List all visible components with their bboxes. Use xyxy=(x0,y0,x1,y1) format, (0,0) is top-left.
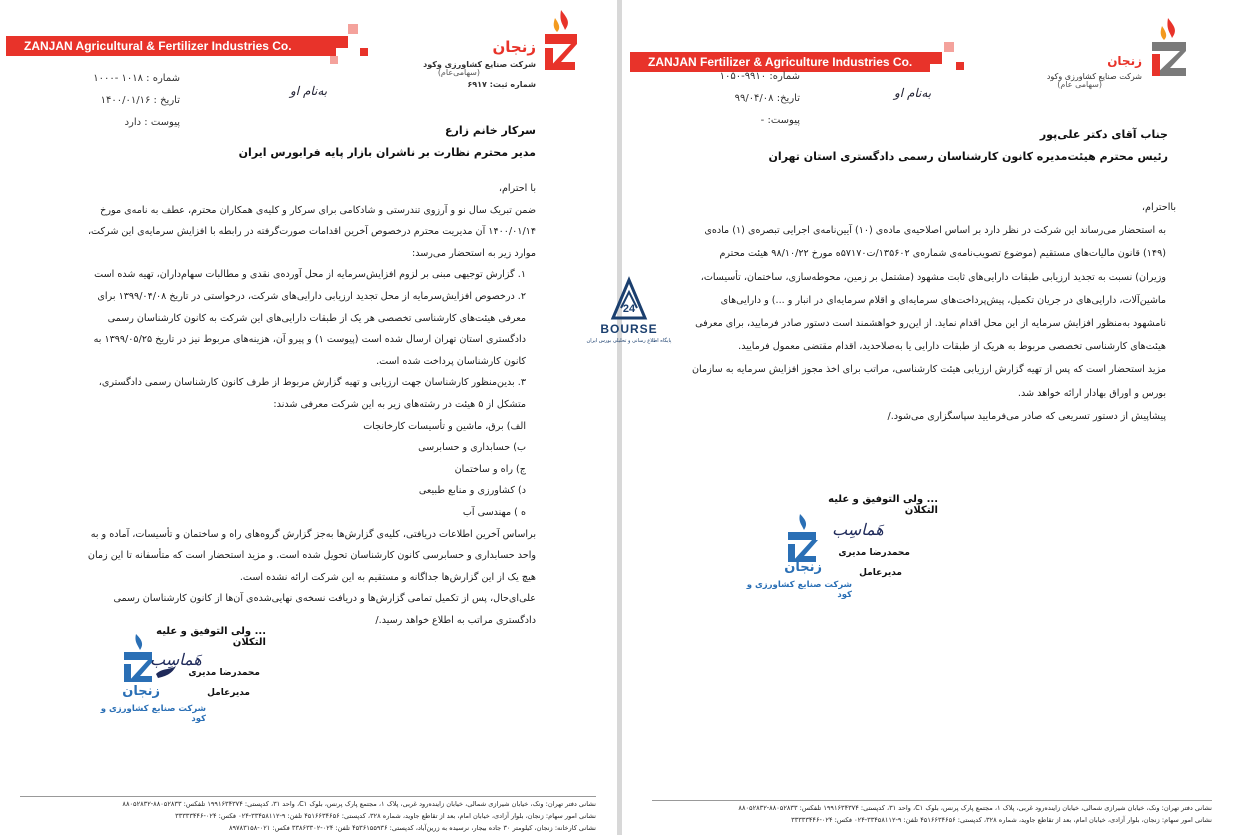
company-name-fa: شرکت صنایع کشاورزی وکود xyxy=(423,60,536,69)
letter-body xyxy=(688,196,1176,428)
footer-line: نشانی امور سهام: زنجان، بلوار آزادی، خیابان امام، بعد از تقاطع جاوید، شماره ۳۲۸، کدپستی: ۴۵۱۶۶۳۴۶۵۶ تلفن: ۹-۳۳۴۵۸۱۱۲-۰۲۴ فکس: ۰۲۴-۳۳۳۳۳۴۴۶ xyxy=(175,812,596,820)
paragraph: به استحضار می‌رساند این شرکت در نظر دارد بر اساس اصلاحیه‌ی ماده‌ی (۱۰) آیین‌نامه‌ی اجرایی تبصره‌ی (۱) ماده‌ی (۱۴۹) قانون مالیات‌های مستقیم (موضوع تصویب‌نامه‌ی شماره‌ی ۱۳۵۶۰۲/ت۵۷۱۷۰ه مورخ ۹۸/۱۰/۲۲ هیئت محترم وزیران) نسبت به تجدید ارزیابی طبقات دارایی‌های ثابت مشهود (مشتمل بر زمین، محوطه‌سازی، ساختمان، تأسیسات، ماشین‌آلات، دارایی‌های در جریان تکمیل، پیش‌پرداخت‌های سرمایه‌ای و اقلام سرمایه‌ای در انبار و ...) و دارایی‌های نامشهود به‌منظور افزایش سرمایه از این محل اقدام نماید. از این‌رو خواهشمند است دستور صادر فرمایید، برای معرفی هیئت‌های کارشناسی تخصصی مربوط به هریک از طبقات دارایی یا به‌صلاحدید، اقدام مقتضی معمول فرمایید. xyxy=(695,225,1166,353)
paragraph-item-3: ۳. بدین‌منظور کارشناسان جهت ارزیابی و تهیه گزارش مربوط از طرف کانون کارشناسان رسمی دادگستری، متشکل از ۵ هیئت در رشته‌های زیر به این شرکت معرفی شدند: xyxy=(98,377,526,410)
invocation: به‌نام او xyxy=(290,84,328,98)
recipient-name: جناب آقای دکتر علی‌پور xyxy=(1039,128,1168,141)
company-name-en: ZANJAN Agricultural & Fertilizer Industries Co. xyxy=(24,39,292,53)
company-name-en: ZANJAN Fertilizer & Agriculture Industries Co. xyxy=(648,55,913,69)
bourse-subtitle: پایگاه اطلاع رسانی و تحلیلی بورس ایران xyxy=(586,338,672,344)
paragraph: پیشاپیش از دستور تسریعی که صادر می‌فرمایید سپاسگزاری می‌شود./ xyxy=(887,410,1166,422)
signature-icon: ھَماسِب xyxy=(832,520,884,539)
recipient-title: رئیس محترم هیئت‌مدیره کانون کارشناسان رسمی دادگستری استان تهران xyxy=(768,150,1168,163)
footer-divider xyxy=(20,796,596,797)
signature-icon: ھَماسِب xyxy=(150,650,202,669)
letter-date: تاریخ : ۱۴۰۰/۰۱/۱۶ xyxy=(100,95,180,106)
recipient-block xyxy=(662,124,1168,168)
letter-number: شماره : ۱۰۱۸ -۱۰۰۰ xyxy=(93,73,180,84)
list-item: ب) حسابداری و حسابرسی xyxy=(418,442,526,454)
paragraph: براساس آخرین اطلاعات دریافتی، کلیه‌ی گزارش‌ها به‌جز گزارش گروه‌های راه و ساختمان و تأسیسات، آماده و به واحد حسابداری و حسابرسی کانون کارشناسان تحویل شده است. و مزید استحضار است که متأسفانه تا این زمان هیچ یک از این گزارش‌ها جداگانه و مستقیم به این شرکت ارائه نشده است. xyxy=(87,528,536,583)
company-logo-icon xyxy=(541,8,581,78)
invocation: به‌نام او xyxy=(894,86,932,100)
recipient-name: سرکار خانم زارع xyxy=(445,124,536,137)
letter-number: شماره: ۹۹۱۰-۱۰۵۰ xyxy=(719,71,800,82)
list-item: د) کشاورزی و منابع طبیعی xyxy=(418,485,526,497)
paragraph-item-1: ۱. گزارش توجیهی مبنی بر لزوم افزایش‌سرمایه از محل آورده‌ی نقدی و مطالبات سهام‌داران، تهیه شده است xyxy=(94,269,526,281)
banner-pixel xyxy=(330,56,338,64)
footer-addresses xyxy=(20,798,596,834)
signatory-name: محمدرضا مدیری xyxy=(188,668,260,678)
signatory-title: مدیرعامل xyxy=(859,568,902,578)
footer-line: نشانی دفتر تهران: ونک، خیابان شیرازی شمالی، خیابان زاینده‌رود غربی، پلاک ۱، مجتمع پارک پرنس، بلوک C۱، واحد ۳۱، کدپستی: ۱۹۹۱۶۳۴۳۷۴ تلفکس: ۸۸۰۵۲۸۳۳-۸۸۰۵۲۸۳۲ xyxy=(122,800,596,808)
company-logo-icon xyxy=(1146,16,1192,82)
logo-text-fa: زنجان xyxy=(492,38,536,56)
salutation: با احترام، xyxy=(498,183,536,194)
footer-divider xyxy=(652,800,1212,801)
banner-pixel xyxy=(956,62,964,70)
recipient-block xyxy=(40,120,536,164)
list-item: ه ) مهندسی آب xyxy=(462,506,526,518)
letter-body xyxy=(78,178,536,631)
logo-text-fa: زنجان xyxy=(1107,54,1142,68)
registration-number: شماره ثبت: ۶۹۱۷ xyxy=(467,80,536,89)
footer-line: نشانی کارخانه: زنجان، کیلومتر ۳۰ جاده بیجار، نرسیده به زرین‌آباد، کدپستی: ۴۵۳۶۱۵۵۹۳۶ تلفن: ۰۲۴-۳۳۸۶۳۳۰۲ فکس: ۰۲۱-۸۹۷۸۳۱۵۸ xyxy=(228,824,596,832)
bourse-name: BOURSE xyxy=(600,322,658,336)
svg-text:24: 24 xyxy=(622,303,636,315)
signatory-title: مدیرعامل xyxy=(207,688,250,698)
paragraph: مزید استحضار است که پس از تهیه گزارش ارزیابی هیئت کارشناسی، مراتب برای اخذ مجوز افزایش سرمایه به سازمان بورس و اوراق بهادار ارائه خواهد شد. xyxy=(691,364,1166,399)
paragraph-item-2: ۲. درخصوص افزایش‌سرمایه از محل تجدید ارزیابی دارایی‌های شرکت، درخواستی در تاریخ ۱۳۹۹/۰۴/۰۸ برای معرفی هیئت‌های کارشناسی تخصصی هر یک از طبقات دارایی‌های این شرکت به کانون کارشناسان رسمی دادگستری استان تهران ارسال شده است (پیوست ۱) و پیرو آن، هزینه‌های مربوط نیز در تاریخ ۱۳۹۹/۰۵/۲۵ به کانون کارشناسان پرداخت شده است. xyxy=(93,290,526,367)
bourse-watermark xyxy=(585,276,673,346)
banner-pixel xyxy=(930,52,942,64)
stamp-company-name: شرکت صنایع کشاورزی و کود xyxy=(746,580,852,600)
list-item: ج) راه و ساختمان xyxy=(454,463,526,475)
paragraph: ضمن تبریک سال نو و آرزوی تندرستی و شادکامی برای سرکار و کلیه‌ی همکاران محترم، عطف به نامه‌ی مورخ ۱۴۰۰/۰۱/۱۴ آن مدیریت محترم درخصوص آخرین اقدامات صورت‌گرفته در رابطه با افزایش سرمایه‌ی این شرکت، موارد زیر به استحضار می‌رسد: xyxy=(87,204,536,259)
bourse-logo-icon xyxy=(609,276,649,322)
letter-attachment: پیوست : دارد xyxy=(124,117,180,128)
letter-meta xyxy=(690,66,800,132)
salutation: بااحترام، xyxy=(1141,202,1176,213)
company-name-fa: شرکت صنایع کشاورزی وکود xyxy=(1046,72,1142,81)
stamp-logo-text: زنجان xyxy=(122,684,160,699)
stamp-logo-text: زنجان xyxy=(784,560,822,575)
banner-pixel xyxy=(360,48,368,56)
company-type: (سهامی‌عام) xyxy=(437,68,480,77)
footer-line: نشانی امور سهام: زنجان، بلوار آزادی، خیابان امام، بعد از تقاطع جاوید، شماره ۳۲۸، کدپستی: ۴۵۱۶۶۳۴۶۵۶ تلفن: ۹-۳۳۴۵۸۱۱۲-۰۲۴ فکس: ۰۲۴-۳۳۳۳۳۴۴۶ xyxy=(791,816,1212,824)
stamp-company-name: شرکت صنایع کشاورزی و کود xyxy=(100,704,206,724)
banner-pixel xyxy=(336,36,348,48)
letter-right xyxy=(622,0,1233,835)
closing-phrase: ... ولی التوفیق و علیه التکلان xyxy=(156,626,266,648)
signatory-name: محمدرضا مدیری xyxy=(838,548,910,558)
footer-addresses xyxy=(652,802,1212,826)
banner-pixel xyxy=(348,24,358,34)
company-banner-en xyxy=(6,36,336,56)
company-type: (سهامی عام) xyxy=(1057,80,1102,89)
letter-attachment: پیوست: - xyxy=(760,115,800,126)
banner-pixel xyxy=(944,42,954,52)
letter-date: تاریخ: ۹۹/۰۴/۰۸ xyxy=(734,93,800,104)
recipient-title: مدیر محترم نظارت بر ناشران بازار پایه فرابورس ایران xyxy=(238,146,536,159)
list-item: الف) برق، ماشین و تأسیسات کارخانجات xyxy=(363,420,526,432)
paragraph: علی‌ای‌حال، پس از تکمیل تمامی گزارش‌ها و دریافت نسخه‌ی نهایی‌شده‌ی آن‌ها از کانون کارشناسان رسمی دادگستری مراتب به اطلاع خواهد رسید./ xyxy=(113,593,536,626)
footer-line: نشانی دفتر تهران: ونک، خیابان شیرازی شمالی، خیابان زاینده‌رود غربی، پلاک ۱، مجتمع پارک پرنس، بلوک C۱، واحد ۳۱، کدپستی: ۱۹۹۱۶۳۴۳۷۴ تلفکس: ۸۸۰۵۲۸۳۳-۸۸۰۵۲۸۳۲ xyxy=(738,804,1212,812)
closing-phrase: ... ولی التوفیق و علیه التکلان xyxy=(828,494,938,516)
